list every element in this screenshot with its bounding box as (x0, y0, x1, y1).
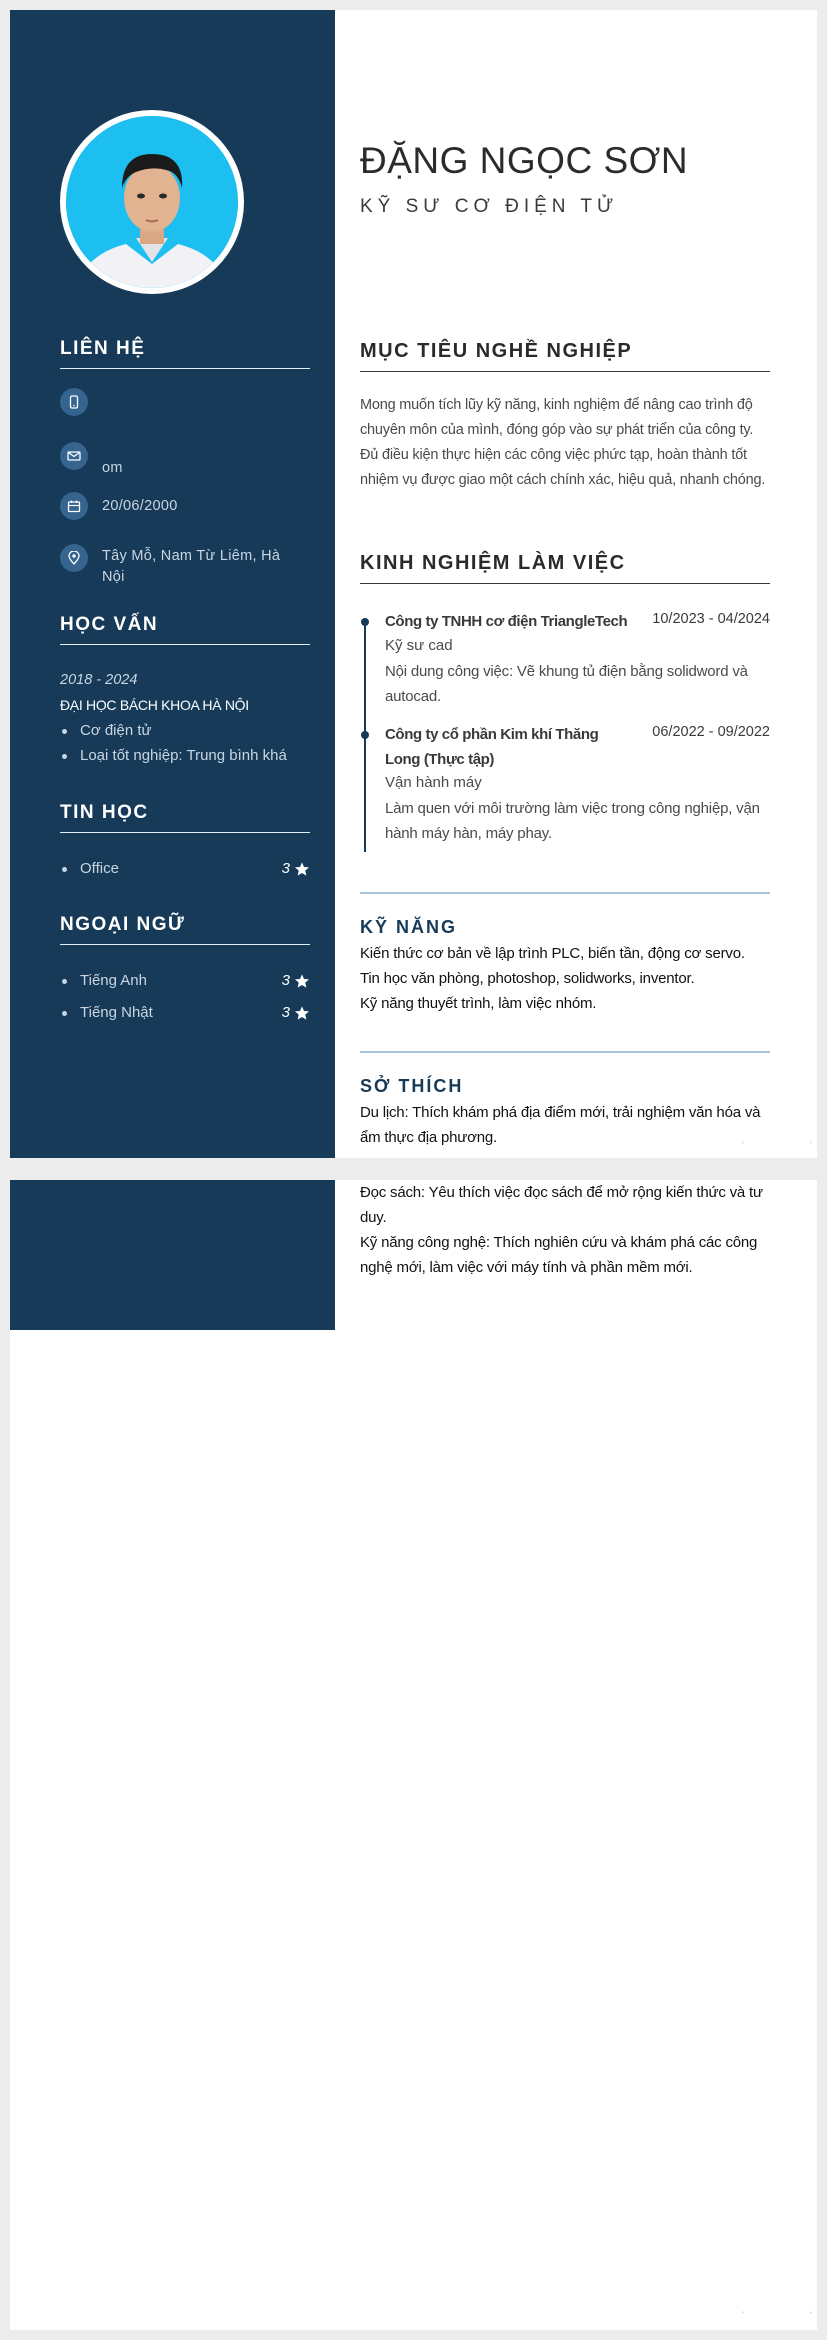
star-icon (294, 973, 310, 989)
sidebar (10, 1180, 335, 1330)
language-rating: 3 (282, 1004, 310, 1021)
education-heading: HỌC VẤN (60, 614, 310, 645)
contact-heading: LIÊN HỆ (60, 338, 310, 369)
experience-period: 10/2023 - 04/2024 (652, 611, 770, 627)
experience-company: Công ty cổ phần Kim khí Thăng Long (Thực tập) (385, 726, 599, 768)
candidate-job-title: KỸ SƯ CƠ ĐIỆN TỬ (360, 196, 619, 217)
hobbies-heading: SỞ THÍCH (360, 1076, 464, 1096)
resume-page-1: LIÊN HỆ om 20/06/2000 Tây Mỗ, Nam Từ Liêm, Hà Nội HỌC VẤN 2018 - 2024 ĐẠI HỌC BÁCH KHOA HÀ NỘI Cơ điện tử Loại tốt nghiệp: Trung bình khá TIN HỌC Office 3 NGOẠI NGỮ Tiếng Anh 3 Tiếng Nhật 3 ĐẶNG NGỌC SƠN KỸ SƯ CƠ ĐIỆN TỬ MỤC TIÊU NGHỀ NGHIỆP Mong muốn tích lũy kỹ năng, kinh nghiệm để nâng cao trình độ chuyên môn của mình, đóng góp vào sự phát triển của công ty. Đủ điều kiện thực hiện các công việc phức tạp, hoàn thành tốt nhiệm vụ được giao một cách chính xác, hiệu quả, nhanh chóng. KINH NGHIỆM LÀM VIỆC Công ty TNHH cơ điện TriangleTech 10/2023 - 04/2024 Kỹ sư cad Nội dung công việc: Vẽ khung tủ điện bằng solidword và autocad. Công ty cổ phần Kim khí Thăng Long (Thực tập) 06/2022 - 09/2022 Vận hành máy Làm quen với môi trường làm việc trong công nghiệp, vận hành máy hàn, máy phay. KỸ NĂNG Kiến thức cơ bản về lập trình PLC, biến tần, động cơ servo. Tin học văn phòng, photoshop, solidworks, inventor. Kỹ năng thuyết trình, làm việc nhóm. SỞ THÍCH Du lịch: Thích khám phá địa điểm mới, trải nghiệm văn hóa và ẩm thực địa phương. ' ' (10, 10, 817, 1158)
objective-heading: MỤC TIÊU NGHỀ NGHIỆP (360, 340, 770, 372)
experience-company: Công ty TNHH cơ điện TriangleTech (385, 613, 628, 630)
email-text: om (102, 460, 123, 476)
skills-line: Tin học văn phòng, photoshop, solidworks, inventor. (360, 970, 695, 987)
calendar-icon (60, 492, 88, 520)
location-icon (60, 544, 88, 572)
candidate-name: ĐẶNG NGỌC SƠN (360, 140, 689, 181)
hobbies-line: Du lịch: Thích khám phá địa điểm mới, trải nghiệm văn hóa và ẩm thực địa phương. (360, 1104, 761, 1146)
skills-heading: KỸ NĂNG (360, 917, 458, 937)
star-icon (294, 861, 310, 877)
language-rating: 3 (282, 972, 310, 989)
birthday-text: 20/06/2000 (102, 498, 178, 514)
hobbies-line: Kỹ năng công nghệ: Thích nghiên cứu và khám phá các công nghệ mới, làm việc với máy tính và phần mềm mới. (360, 1234, 758, 1276)
it-skill-rating: 3 (282, 860, 310, 877)
experience-heading: KINH NGHIỆM LÀM VIỆC (360, 552, 770, 584)
experience-description: Làm quen với môi trường làm việc trong công nghiệp, vận hành máy hàn, máy phay. (385, 800, 760, 842)
hobbies-line: Đọc sách: Yêu thích việc đọc sách để mở rộng kiến thức và tư duy. (360, 1184, 763, 1226)
experience-role: Kỹ sư cad (385, 637, 453, 654)
avatar-photo (66, 116, 238, 288)
education-period: 2018 - 2024 (60, 672, 138, 688)
mail-icon (60, 442, 88, 470)
skills-line: Kỹ năng thuyết trình, làm việc nhóm. (360, 995, 597, 1012)
objective-text: Mong muốn tích lũy kỹ năng, kinh nghiệm để nâng cao trình độ chuyên môn của mình, đóng góp vào sự phát triển của công ty. Đủ điều kiện thực hiện các công việc phức tạp, hoàn thành tốt nhiệm vụ được giao một cách chính xác, hiệu quả, nhanh chóng. (360, 397, 766, 488)
hobbies-divider (360, 1051, 770, 1053)
star-icon (294, 1005, 310, 1021)
language-label: Tiếng Nhật (80, 1004, 153, 1021)
timeline-dot (361, 618, 369, 626)
skills-divider (360, 892, 770, 894)
resume-page-2: Đọc sách: Yêu thích việc đọc sách để mở rộng kiến thức và tư duy. Kỹ năng công nghệ: Thích nghiên cứu và khám phá các công nghệ mới, làm việc với máy tính và phần mềm mới. ' ' (10, 1180, 817, 2330)
language-label: Tiếng Anh (80, 972, 147, 989)
it-heading: TIN HỌC (60, 802, 310, 833)
education-school: ĐẠI HỌC BÁCH KHOA HÀ NỘI (60, 697, 249, 713)
languages-heading: NGOẠI NGỮ (60, 914, 310, 945)
timeline-dot (361, 731, 369, 739)
experience-period: 06/2022 - 09/2022 (652, 724, 770, 740)
skills-line: Kiến thức cơ bản về lập trình PLC, biến tần, động cơ servo. (360, 945, 745, 962)
it-skill-label: Office (80, 860, 119, 877)
experience-description: Nội dung công việc: Vẽ khung tủ điện bằng solidword và autocad. (385, 663, 748, 705)
avatar (60, 110, 244, 294)
address-text: Tây Mỗ, Nam Từ Liêm, Hà Nội (102, 548, 281, 585)
experience-role: Vận hành máy (385, 774, 482, 791)
phone-icon (60, 388, 88, 416)
